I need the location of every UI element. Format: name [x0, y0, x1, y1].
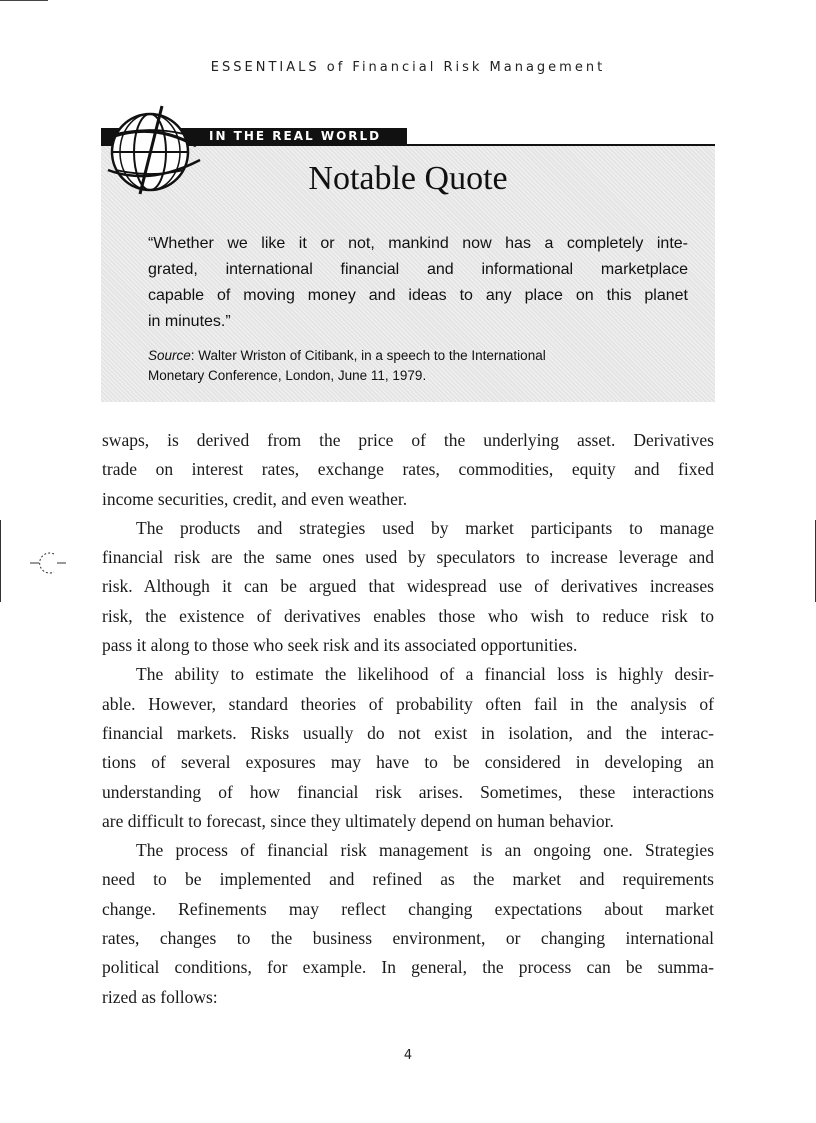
- text-line: income securities, credit, and even weather.: [102, 488, 408, 509]
- paragraph-2: [102, 514, 714, 660]
- text-line: pass it along to those who seek risk and its associated opportunities.: [102, 635, 578, 656]
- text-line: understanding of how financial risk arises. Sometimes, these interactions: [102, 781, 714, 802]
- paragraph-3: [102, 660, 714, 836]
- top-crop-rule: [0, 0, 48, 1]
- text-line: trade on interest rates, exchange rates, commodities, equity and fixed: [102, 459, 714, 480]
- running-head: ESSENTIALS of Financial Risk Management: [210, 60, 606, 75]
- text-line: swaps, is derived from the price of the underlying asset. Derivatives: [102, 430, 714, 450]
- body-text: [102, 426, 714, 1012]
- sidebar-source: [148, 346, 668, 386]
- quote-line: in minutes.”: [148, 313, 231, 330]
- quote-line: grated, international financial and informational marketplace: [148, 261, 688, 278]
- text-line: tions of several exposures may have to be considered in developing an: [102, 752, 714, 773]
- text-line: are difficult to forecast, since they ultimately depend on human behavior.: [102, 810, 614, 831]
- quote-line: “Whether we like it or not, mankind now has a completely inte-: [148, 235, 688, 252]
- text-line: The products and strategies used by market participants to manage: [136, 517, 714, 538]
- text-line: The ability to estimate the likelihood of a financial loss is highly desir-: [136, 664, 714, 685]
- text-line: The process of financial risk management is an ongoing one. Strategies: [136, 840, 714, 861]
- text-line: risk, the existence of derivatives enables those who wish to reduce risk to: [102, 605, 714, 626]
- text-line: financial risk are the same ones used by speculators to increase leverage and: [102, 547, 714, 568]
- text-line: need to be implemented and refined as the market and requirements: [102, 869, 714, 890]
- source-label: Source: [148, 348, 191, 363]
- quote-line: capable of moving money and ideas to any place on this planet: [148, 287, 688, 304]
- sidebar-label: IN THE REAL WORLD: [209, 129, 382, 143]
- page-number: 4: [403, 1048, 413, 1063]
- source-line: Monetary Conference, London, June 11, 1979.: [148, 368, 427, 383]
- sidebar-title: Notable Quote: [308, 160, 508, 197]
- text-line: rized as follows:: [102, 986, 218, 1007]
- text-line: risk. Although it can be argued that widespread use of derivatives increases: [102, 576, 714, 597]
- source-line: [148, 346, 668, 366]
- sidebar-quote: [148, 231, 688, 335]
- paragraph-4: [102, 836, 714, 1012]
- text-line: rates, changes to the business environment, or changing international: [102, 928, 714, 949]
- source-text: : Walter Wriston of Citibank, in a speech to the International: [190, 348, 546, 363]
- left-crop-mark: [0, 520, 1, 602]
- text-line: change. Refinements may reflect changing expectations about market: [102, 898, 714, 919]
- registration-mark-icon: [30, 548, 66, 578]
- text-line: political conditions, for example. In general, the process can be summa-: [102, 957, 714, 978]
- paragraph-1: [102, 426, 714, 514]
- text-line: able. However, standard theories of probability often fail in the analysis of: [102, 693, 714, 714]
- text-line: financial markets. Risks usually do not exist in isolation, and the interac-: [102, 722, 714, 743]
